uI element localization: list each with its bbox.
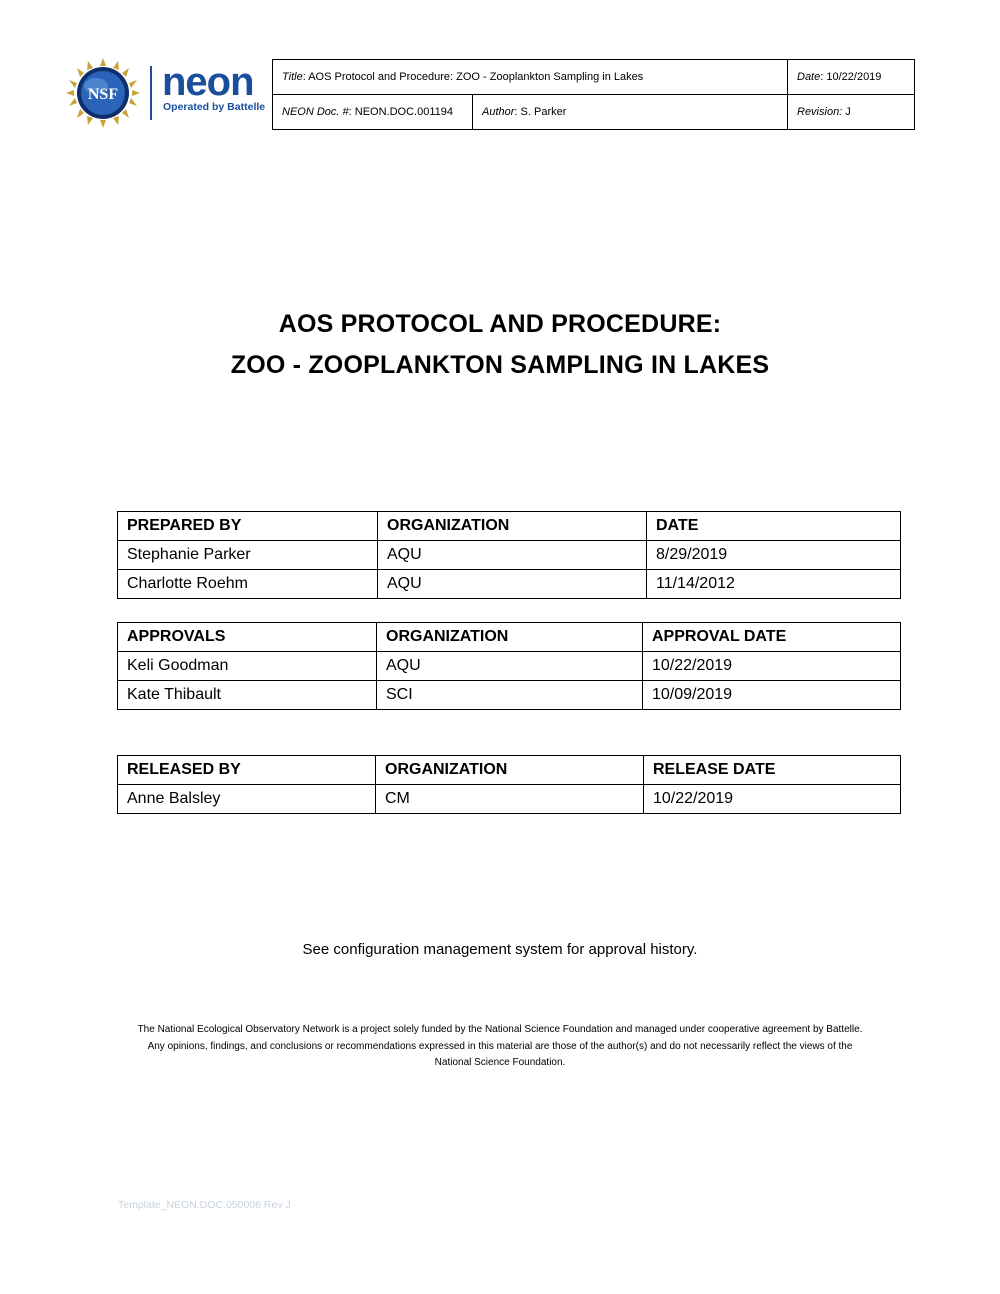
header-author-cell [473, 95, 788, 130]
column-header: ORGANIZATION [378, 512, 647, 541]
column-header: ORGANIZATION [377, 623, 643, 652]
table-row [118, 652, 901, 681]
organization-cell: AQU [377, 652, 643, 681]
date-cell: 10/09/2019 [643, 681, 901, 710]
disclaimer-line: Any opinions, findings, and conclusions or recommendations expressed in this material are those of the author(s) and do not necessarily reflect the views of the [147, 1040, 853, 1052]
table-row [118, 541, 901, 570]
column-header: RELEASED BY [118, 756, 376, 785]
prepared-by-table [117, 511, 901, 599]
disclaimer-line: National Science Foundation. [434, 1057, 566, 1068]
header-date-label: Date [797, 71, 821, 83]
table-row [118, 681, 901, 710]
header-title-cell [273, 60, 788, 95]
name-cell: Stephanie Parker [118, 541, 378, 570]
template-identifier: Template_NEON.DOC.050006 Rev J [118, 1199, 291, 1211]
table-header-row [118, 756, 901, 785]
logo-divider [150, 66, 152, 120]
svg-text:NSF: NSF [87, 86, 119, 103]
organization-cell: AQU [378, 570, 647, 599]
column-header: DATE [647, 512, 901, 541]
table-row [118, 570, 901, 599]
title-line-1: AOS PROTOCOL AND PROCEDURE: [278, 310, 722, 338]
column-header: ORGANIZATION [376, 756, 644, 785]
date-cell: 8/29/2019 [647, 541, 901, 570]
column-header: APPROVAL DATE [643, 623, 901, 652]
disclaimer-line: The National Ecological Observatory Network is a project solely funded by the National Science Foundation and managed under cooperative agreement by Battelle. [137, 1024, 863, 1035]
name-cell: Anne Balsley [118, 785, 376, 814]
document-header-table [272, 59, 915, 130]
neon-wordmark: neon [162, 60, 254, 104]
table-header-row [118, 623, 901, 652]
organization-cell: SCI [377, 681, 643, 710]
header-revision-cell [788, 95, 915, 130]
organization-cell: CM [376, 785, 644, 814]
header-author-label: Author [482, 106, 515, 118]
header-doc-cell [273, 95, 473, 130]
table-row [118, 785, 901, 814]
header-title-value: : AOS Protocol and Procedure: ZOO - Zooplankton Sampling in Lakes [302, 71, 644, 83]
name-cell: Kate Thibault [118, 681, 377, 710]
funding-disclaimer [110, 1022, 890, 1072]
nsf-seal-icon [66, 58, 140, 128]
header-author-value: : S. Parker [514, 106, 567, 118]
document-title [0, 304, 1000, 386]
operated-by-battelle: Operated by Battelle [163, 101, 266, 113]
name-cell: Keli Goodman [118, 652, 377, 681]
header-date-cell [788, 60, 915, 95]
date-cell: 10/22/2019 [644, 785, 901, 814]
column-header: PREPARED BY [118, 512, 378, 541]
table-header-row [118, 512, 901, 541]
name-cell: Charlotte Roehm [118, 570, 378, 599]
approvals-table [117, 622, 901, 710]
column-header: RELEASE DATE [644, 756, 901, 785]
header-doc-value: : NEON.DOC.001194 [348, 106, 453, 118]
organization-cell: AQU [378, 541, 647, 570]
header-revision-value: J [842, 106, 851, 118]
title-line-2: ZOO - ZOOPLANKTON SAMPLING IN LAKES [230, 351, 770, 379]
header-doc-label: NEON Doc. # [282, 106, 349, 118]
released-by-table [117, 755, 901, 814]
configuration-note: See configuration management system for approval history. [302, 941, 698, 958]
header-title-label: Title [282, 71, 303, 83]
neon-nsf-logo [66, 58, 272, 128]
date-cell: 11/14/2012 [647, 570, 901, 599]
date-cell: 10/22/2019 [643, 652, 901, 681]
header-revision-label: Revision: [797, 106, 843, 118]
header-date-value: : 10/22/2019 [820, 71, 882, 83]
column-header: APPROVALS [118, 623, 377, 652]
